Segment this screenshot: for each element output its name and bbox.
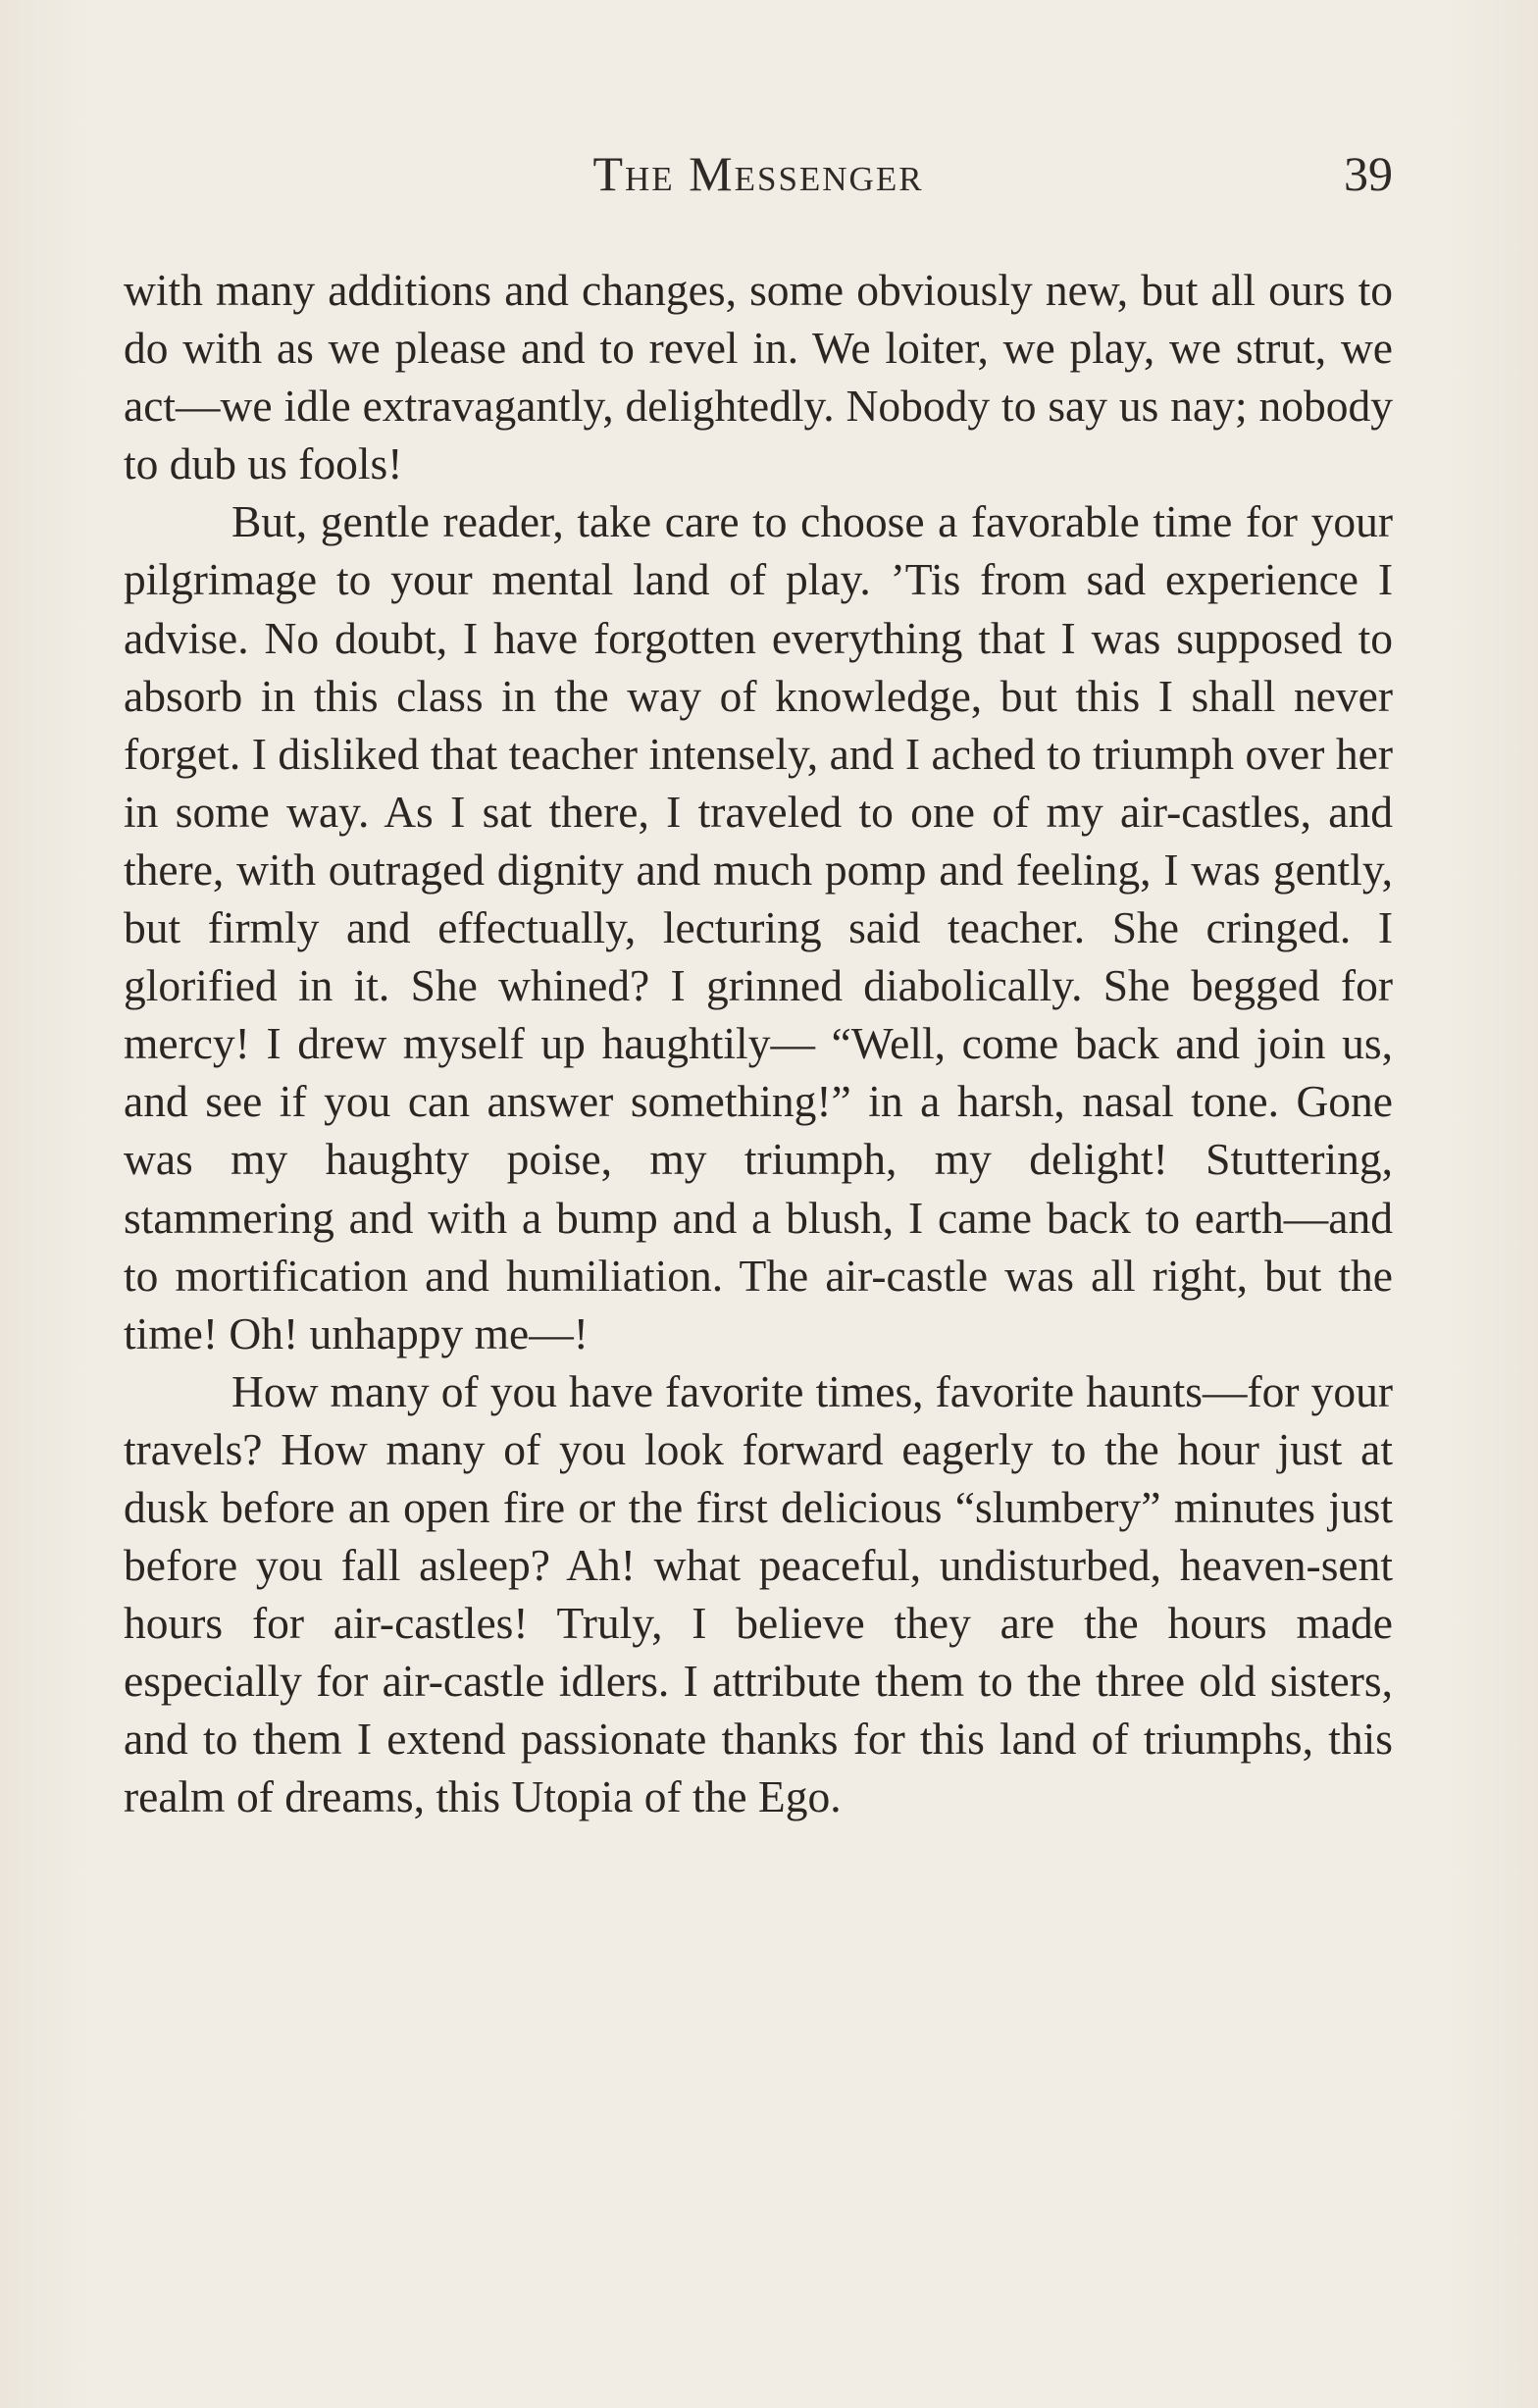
running-title: The Messenger bbox=[592, 146, 924, 201]
running-head bbox=[124, 145, 1393, 204]
paragraph-2: But, gentle reader, take care to choose a favorable time for your pilgrimage to your mental land of play. ’Tis from sad experience I advise. No doubt, I have forgotten everything that I was supposed to absorb in this class in the way of knowledge, but this I shall never forget. I disliked that teacher intensely, and I ached to triumph over her in some way. As I sat there, I traveled to one of my air-castles, and there, with outraged dignity and much pomp and feeling, I was gently, but firmly and effectually, lecturing said teacher. She cringed. I glorified in it. She whined? I grinned diabolically. She begged for mercy! I drew myself up haughtily— “Well, come back and join us, and see if you can answer something!” in a harsh, nasal tone. Gone was my haughty poise, my triumph, my delight! Stuttering, stammering and with a bump and a blush, I came back to earth—and to mortification and humiliation. The air-castle was all right, but the time! Oh! unhappy me—! bbox=[124, 496, 1393, 1358]
paragraph-1: with many additions and changes, some obviously new, but all ours to do with as we please and to revel in. We loiter, we play, we strut, we act—we idle extravagantly, delightedly. Nobody to say us nay; nobody to dub us fools! bbox=[124, 265, 1393, 489]
paragraph-3: How many of you have favorite times, favorite haunts—for your travels? How many of you look forward eagerly to the hour just at dusk before an open fire or the first delicious “slumbery” minutes just before you fall asleep? Ah! what peaceful, undisturbed, heaven-sent hours for air-castles! Truly, I believe they are the hours made especially for air-castle idlers. I attribute them to the three old sisters, and to them I extend passionate thanks for this land of triumphs, this realm of dreams, this Utopia of the Ego. bbox=[124, 1365, 1393, 1822]
page-number: 39 bbox=[1344, 146, 1393, 201]
body-text bbox=[124, 261, 1393, 1826]
